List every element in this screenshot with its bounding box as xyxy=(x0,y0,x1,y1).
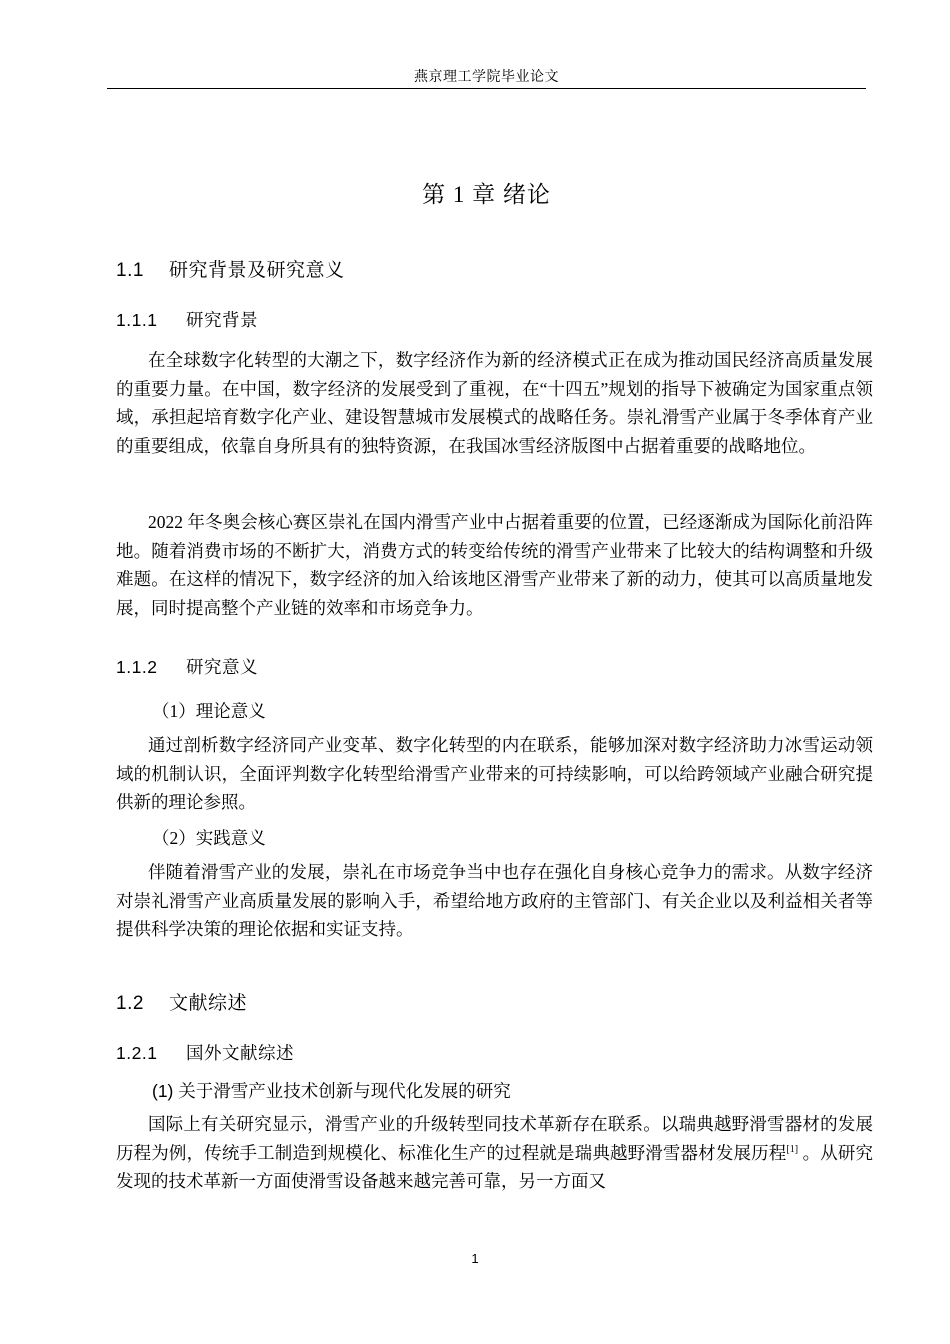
paragraph-text: 国际上有关研究显示，滑雪产业的升级转型同技术革新存在联系。以瑞典越野滑雪器材的发展历程为例，传统手工制造到规模化、标准化生产的过程就是瑞典越野滑雪器材发展历程 xyxy=(116,1114,873,1163)
running-header: 燕京理工学院毕业论文 xyxy=(414,68,559,84)
body-paragraph: 在全球数字化转型的大潮之下，数字经济作为新的经济模式正在成为推动国民经济高质量发展的重要力量。在中国，数字经济的发展受到了重视，在“十四五”规划的指导下被确定为国家重点领域，承担起培育数字化产业、建设智慧城市发展模式的战略任务。崇礼滑雪产业属于冬季体育产业的重要组成，依靠自身所具有的独特资源，在我国冰雪经济版图中占据着重要的战略地位。 xyxy=(116,350,873,456)
section-number: 1.2 xyxy=(116,993,144,1014)
subsection-heading-1-1-2 xyxy=(116,654,258,679)
subsection-number: 1.1.1 xyxy=(116,310,158,330)
subsection-title: 研究背景 xyxy=(186,310,258,330)
section-title: 研究背景及研究意义 xyxy=(169,260,345,281)
chapter-title: 第 1 章 绪论 xyxy=(422,182,551,207)
subsection-title: 研究意义 xyxy=(186,657,258,677)
practice-significance-label: （2）实践意义 xyxy=(152,828,266,848)
subsection-heading-1-1-1 xyxy=(116,307,258,332)
body-paragraph: 通过剖析数字经济同产业变革、数字化转型的内在联系，能够加深对数字经济助力冰雪运动领域的机制认识，全面评判数字化转型给滑雪产业带来的可持续影响，可以给跨领域产业融合研究提供新的理论参照。 xyxy=(116,735,873,812)
body-paragraph: 2022 年冬奥会核心赛区崇礼在国内滑雪产业中占据着重要的位置，已经逐渐成为国际化前沿阵地。随着消费市场的不断扩大，消费方式的转变给传统的滑雪产业带来了比较大的结构调整和升级难题。在这样的情况下，数字经济的加入给该地区滑雪产业带来了新的动力，使其可以高质量地发展，同时提高整个产业链的效率和市场竞争力。 xyxy=(116,512,873,618)
section-number: 1.1 xyxy=(116,260,144,281)
section-heading-1-1 xyxy=(116,255,345,282)
subsection-number: 1.2.1 xyxy=(116,1043,158,1063)
header-divider xyxy=(107,88,866,89)
theory-significance-label: （1）理论意义 xyxy=(152,701,266,721)
subsection-title: 国外文献综述 xyxy=(186,1043,294,1063)
page-number: 1 xyxy=(471,1251,479,1266)
section-title: 文献综述 xyxy=(169,993,248,1014)
subsection-heading-1-2-1 xyxy=(116,1040,294,1065)
body-paragraph: 伴随着滑雪产业的发展，崇礼在市场竞争当中也存在强化自身核心竞争力的需求。从数字经济对崇礼滑雪产业高质量发展的影响入手，希望给地方政府的主管部门、有关企业以及利益相关者等提供科学决策的理论依据和实证支持。 xyxy=(116,862,873,939)
section-heading-1-2 xyxy=(116,988,247,1015)
citation-marker[interactable]: [1] xyxy=(786,1143,799,1155)
paragraph-text: 。从研究发现的技术革新一方面使滑雪设备越来越完善可靠，另一方面又 xyxy=(116,1142,874,1191)
subsection-number: 1.1.2 xyxy=(116,657,158,677)
body-paragraph xyxy=(116,1110,873,1196)
item-heading: (1) 关于滑雪产业技术创新与现代化发展的研究 xyxy=(152,1081,511,1101)
